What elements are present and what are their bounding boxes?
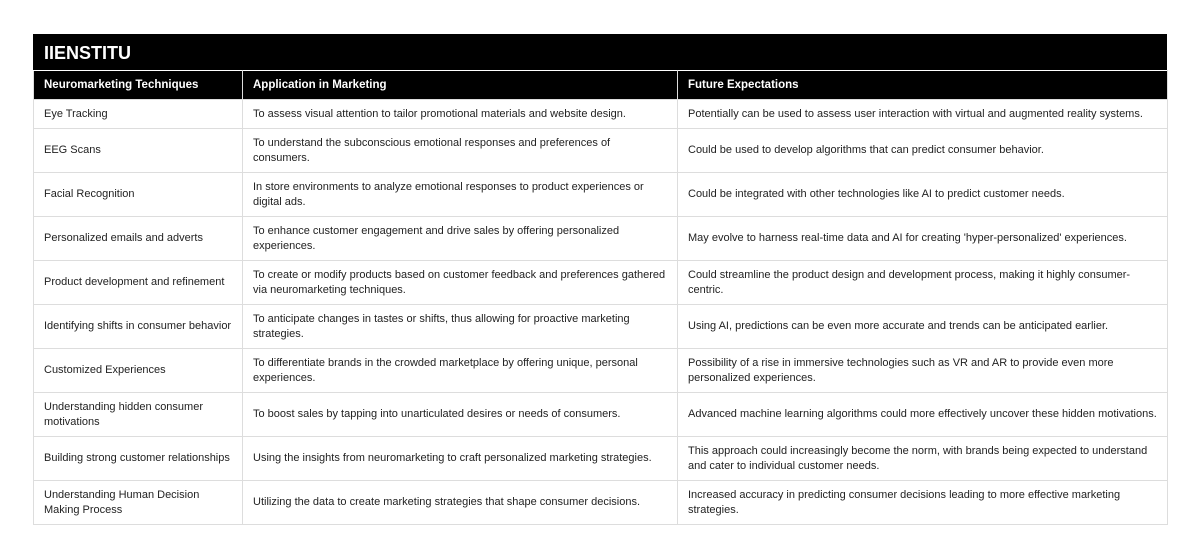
application-cell: To create or modify products based on customer feedback and preferences gathered via neuromarketing techniques. (243, 261, 678, 305)
application-cell: Utilizing the data to create marketing strategies that shape consumer decisions. (243, 481, 678, 525)
application-cell: Using the insights from neuromarketing to craft personalized marketing strategies. (243, 437, 678, 481)
table-row (34, 129, 1168, 173)
table-row (34, 261, 1168, 305)
technique-cell: Understanding Human Decision Making Process (34, 481, 243, 525)
table-container (33, 34, 1167, 525)
technique-cell: Eye Tracking (34, 100, 243, 129)
header-techniques: Neuromarketing Techniques (34, 71, 243, 100)
table-row (34, 349, 1168, 393)
table-row (34, 481, 1168, 525)
table-row (34, 393, 1168, 437)
application-cell: To differentiate brands in the crowded marketplace by offering unique, personal experiences. (243, 349, 678, 393)
header-application: Application in Marketing (243, 71, 678, 100)
technique-cell: Understanding hidden consumer motivations (34, 393, 243, 437)
header-row (34, 71, 1168, 100)
future-cell: Could streamline the product design and development process, making it highly consumer-centric. (678, 261, 1168, 305)
application-cell: To anticipate changes in tastes or shifts, thus allowing for proactive marketing strategies. (243, 305, 678, 349)
future-cell: Could be integrated with other technologies like AI to predict customer needs. (678, 173, 1168, 217)
future-cell: Advanced machine learning algorithms could more effectively uncover these hidden motivations. (678, 393, 1168, 437)
table-row (34, 100, 1168, 129)
header-future: Future Expectations (678, 71, 1168, 100)
neuromarketing-table (33, 70, 1168, 525)
table-row (34, 217, 1168, 261)
application-cell: To understand the subconscious emotional responses and preferences of consumers. (243, 129, 678, 173)
table-row (34, 173, 1168, 217)
table-row (34, 305, 1168, 349)
technique-cell: Facial Recognition (34, 173, 243, 217)
technique-cell: Product development and refinement (34, 261, 243, 305)
future-cell: Potentially can be used to assess user interaction with virtual and augmented reality systems. (678, 100, 1168, 129)
technique-cell: Personalized emails and adverts (34, 217, 243, 261)
application-cell: To enhance customer engagement and drive sales by offering personalized experiences. (243, 217, 678, 261)
technique-cell: EEG Scans (34, 129, 243, 173)
future-cell: Increased accuracy in predicting consumer decisions leading to more effective marketing strategies. (678, 481, 1168, 525)
application-cell: In store environments to analyze emotional responses to product experiences or digital ads. (243, 173, 678, 217)
table-row (34, 437, 1168, 481)
technique-cell: Customized Experiences (34, 349, 243, 393)
future-cell: May evolve to harness real-time data and AI for creating 'hyper-personalized' experiences. (678, 217, 1168, 261)
brand-title: IIENSTITU (33, 34, 1167, 70)
technique-cell: Identifying shifts in consumer behavior (34, 305, 243, 349)
future-cell: Using AI, predictions can be even more accurate and trends can be anticipated earlier. (678, 305, 1168, 349)
future-cell: Could be used to develop algorithms that can predict consumer behavior. (678, 129, 1168, 173)
future-cell: This approach could increasingly become the norm, with brands being expected to understand and cater to individual customer needs. (678, 437, 1168, 481)
application-cell: To boost sales by tapping into unarticulated desires or needs of consumers. (243, 393, 678, 437)
future-cell: Possibility of a rise in immersive technologies such as VR and AR to provide even more personalized experiences. (678, 349, 1168, 393)
application-cell: To assess visual attention to tailor promotional materials and website design. (243, 100, 678, 129)
technique-cell: Building strong customer relationships (34, 437, 243, 481)
